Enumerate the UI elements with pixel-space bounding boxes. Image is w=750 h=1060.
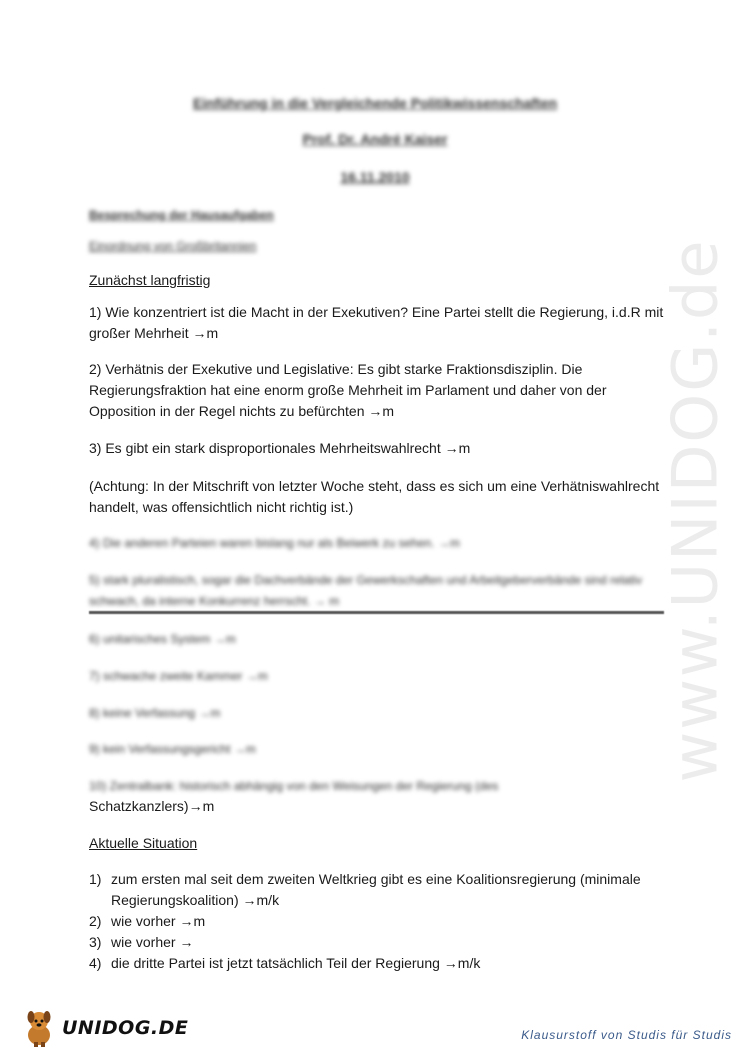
current-heading: Aktuelle Situation bbox=[89, 835, 198, 851]
section-subheading: Einordnung von Großbritannien bbox=[89, 239, 257, 253]
list-number: 1) bbox=[89, 871, 102, 887]
point-6: 6) unitarisches System →m bbox=[89, 632, 236, 646]
point-10: 10) Zentralbank: historisch abhängig von den Weisungen der Regierung (des bbox=[89, 779, 499, 793]
point-5: 5) stark pluralistisch, sogar die Dachverbände der Gewerkschaften und Arbeitgeberverbände sind relativ schwach, da interne Konkurrenz herrscht. → m bbox=[89, 573, 642, 608]
document-title: Einführung in die Vergleichende Politikwissenschaften bbox=[192, 95, 558, 111]
list-text: die dritte Partei ist jetzt tatsächlich Teil der Regierung →m/k bbox=[111, 955, 481, 971]
point-8: 8) keine Verfassung →m bbox=[89, 706, 221, 720]
correction-note: (Achtung: In der Mitschrift von letzter Woche steht, dass es sich um eine Verhätniswahlrecht handelt, was offensichtlich nicht richtig ist.) bbox=[89, 478, 660, 515]
list-number: 2) bbox=[89, 913, 102, 929]
section-heading: Besprechung der Hausaufgaben bbox=[89, 208, 274, 222]
point-2: 2) Verhätnis der Exekutive und Legislative: Es gibt starke Fraktionsdisziplin. Die Regierungsfraktion hat eine enorm große Mehrheit im Parlament und daher von der Opposition in der Regel nichts zu befürchten →m bbox=[89, 361, 607, 419]
list-text: wie vorher → bbox=[111, 934, 194, 950]
point-10-continued: Schatzkanzlers)→m bbox=[89, 798, 215, 814]
point-7: 7) schwache zweite Kammer →m bbox=[89, 669, 268, 683]
list-text: wie vorher →m bbox=[111, 913, 206, 929]
list-number: 3) bbox=[89, 934, 102, 950]
watermark-text: www.UNIDOG.de bbox=[658, 238, 732, 782]
professor-name: Prof. Dr. André Kaiser bbox=[302, 131, 448, 147]
watermark bbox=[640, 238, 750, 782]
current-item-3 bbox=[89, 932, 664, 953]
current-item-4 bbox=[89, 953, 664, 974]
dog-mascot-icon bbox=[22, 1008, 56, 1048]
logo-text: UNIDOG.DE bbox=[62, 1017, 189, 1039]
section-subtitle: Zunächst langfristig bbox=[89, 272, 211, 288]
point-1: 1) Wie konzentriert ist die Macht in der Exekutiven? Eine Partei stellt die Regierung, i.d.R mit großer Mehrheit →m bbox=[89, 304, 664, 341]
list-text: zum ersten mal seit dem zweiten Weltkrieg gibt es eine Koalitionsregierung (minimale Regierungskoalition) →m/k bbox=[111, 871, 641, 908]
point-9: 9) kein Verfassungsgericht →m bbox=[89, 742, 256, 756]
unidog-logo[interactable] bbox=[22, 1005, 188, 1051]
point-3: 3) Es gibt ein stark disproportionales Mehrheitswahlrecht →m bbox=[89, 440, 471, 456]
list-number: 4) bbox=[89, 955, 102, 971]
current-item-2 bbox=[89, 911, 664, 932]
divider-line bbox=[89, 611, 664, 614]
current-item-1 bbox=[89, 869, 664, 911]
footer-tagline: Klausurstoff von Studis für Studis bbox=[521, 1028, 732, 1042]
point-4: 4) Die anderen Parteien waren bislang nur als Beiwerk zu sehen. →m bbox=[89, 536, 460, 550]
lecture-date: 16.11.2010 bbox=[340, 169, 410, 185]
